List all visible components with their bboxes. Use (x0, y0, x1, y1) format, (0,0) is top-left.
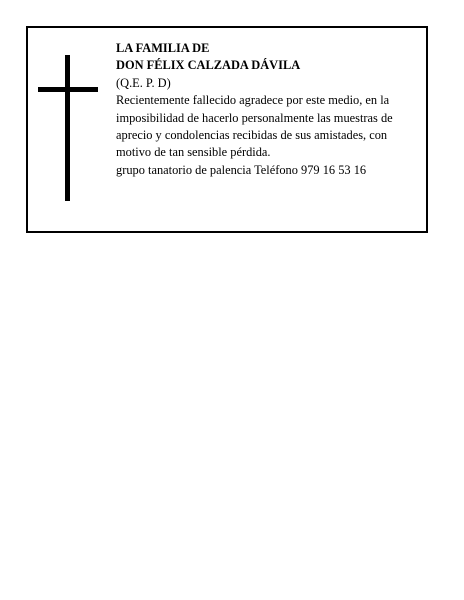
rest-in-peace: (Q.E. P. D) (116, 75, 171, 90)
cross-icon (38, 55, 98, 201)
obituary-notice (26, 26, 428, 233)
cross-horizontal-bar (38, 87, 98, 92)
notice-text (116, 40, 422, 179)
cross-vertical-bar (65, 55, 70, 201)
acknowledgement-body: Recientemente fallecido agradece por este medio, en la imposibilidad de hacerlo personalmente las muestras de aprecio y condolencias recibidas de sus amistades, con motivo de tan sensible pérdida. (116, 93, 393, 160)
heading-family: LA FAMILIA DE (116, 41, 210, 55)
heading-deceased-name: DON FÉLIX CALZADA DÁVILA (116, 58, 301, 73)
funeral-home-contact: grupo tanatorio de palencia Teléfono 979 16 53 16 (116, 162, 367, 177)
